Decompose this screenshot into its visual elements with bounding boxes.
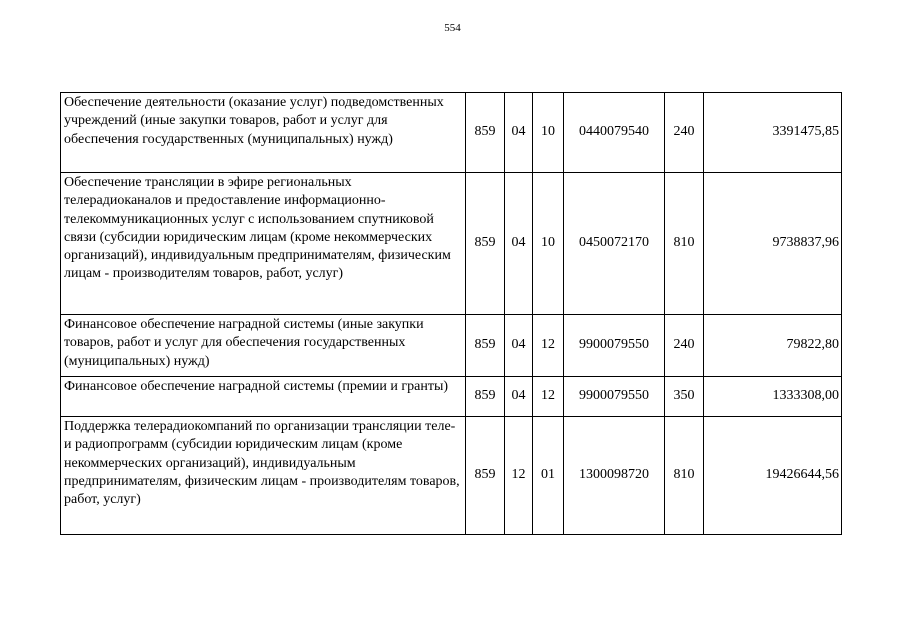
- expense-type-code: 240: [665, 315, 704, 377]
- section-code: 04: [505, 173, 533, 315]
- amount: 9738837,96: [704, 173, 842, 315]
- subsection-code: 10: [533, 93, 564, 173]
- amount: 79822,80: [704, 315, 842, 377]
- ministry-code: 859: [466, 315, 505, 377]
- expense-type-code: 240: [665, 93, 704, 173]
- row-name: Обеспечение трансляции в эфире региональных телерадиоканалов и предоставление информационно-телекоммуникационных услуг с использованием спутниковой связи (субсидии юридическим лицам (кроме некоммерческих организаций), индивидуальным предпринимателям, физическим лицам - производителям товаров, работ, услуг): [61, 173, 466, 315]
- expense-type-code: 810: [665, 173, 704, 315]
- amount: 3391475,85: [704, 93, 842, 173]
- budget-table: [60, 92, 842, 535]
- row-name: Финансовое обеспечение наградной системы (премии и гранты): [61, 377, 466, 417]
- section-code: 04: [505, 377, 533, 417]
- ministry-code: 859: [466, 93, 505, 173]
- section-code: 12: [505, 417, 533, 535]
- table-row: [61, 173, 842, 315]
- section-code: 04: [505, 315, 533, 377]
- section-code: 04: [505, 93, 533, 173]
- row-name: Обеспечение деятельности (оказание услуг) подведомственных учреждений (иные закупки товаров, работ и услуг для обеспечения государственных (муниципальных) нужд): [61, 93, 466, 173]
- amount: 1333308,00: [704, 377, 842, 417]
- target-article-code: 9900079550: [564, 315, 665, 377]
- row-name: Финансовое обеспечение наградной системы (иные закупки товаров, работ и услуг для обеспечения государственных (муниципальных) нужд): [61, 315, 466, 377]
- amount: 19426644,56: [704, 417, 842, 535]
- subsection-code: 10: [533, 173, 564, 315]
- table-row: [61, 417, 842, 535]
- table-row: [61, 93, 842, 173]
- subsection-code: 01: [533, 417, 564, 535]
- ministry-code: 859: [466, 377, 505, 417]
- page-number: 554: [444, 22, 461, 34]
- subsection-code: 12: [533, 377, 564, 417]
- table-row: [61, 315, 842, 377]
- expense-type-code: 810: [665, 417, 704, 535]
- ministry-code: 859: [466, 173, 505, 315]
- target-article-code: 9900079550: [564, 377, 665, 417]
- ministry-code: 859: [466, 417, 505, 535]
- target-article-code: 1300098720: [564, 417, 665, 535]
- table-row: [61, 377, 842, 417]
- target-article-code: 0440079540: [564, 93, 665, 173]
- expense-type-code: 350: [665, 377, 704, 417]
- row-name: Поддержка телерадиокомпаний по организации трансляции теле- и радиопрограмм (субсидии юридическим лицам (кроме некоммерческих организаций), индивидуальным предпринимателям, физическим лицам - производителям товаров, работ, услуг): [61, 417, 466, 535]
- subsection-code: 12: [533, 315, 564, 377]
- target-article-code: 0450072170: [564, 173, 665, 315]
